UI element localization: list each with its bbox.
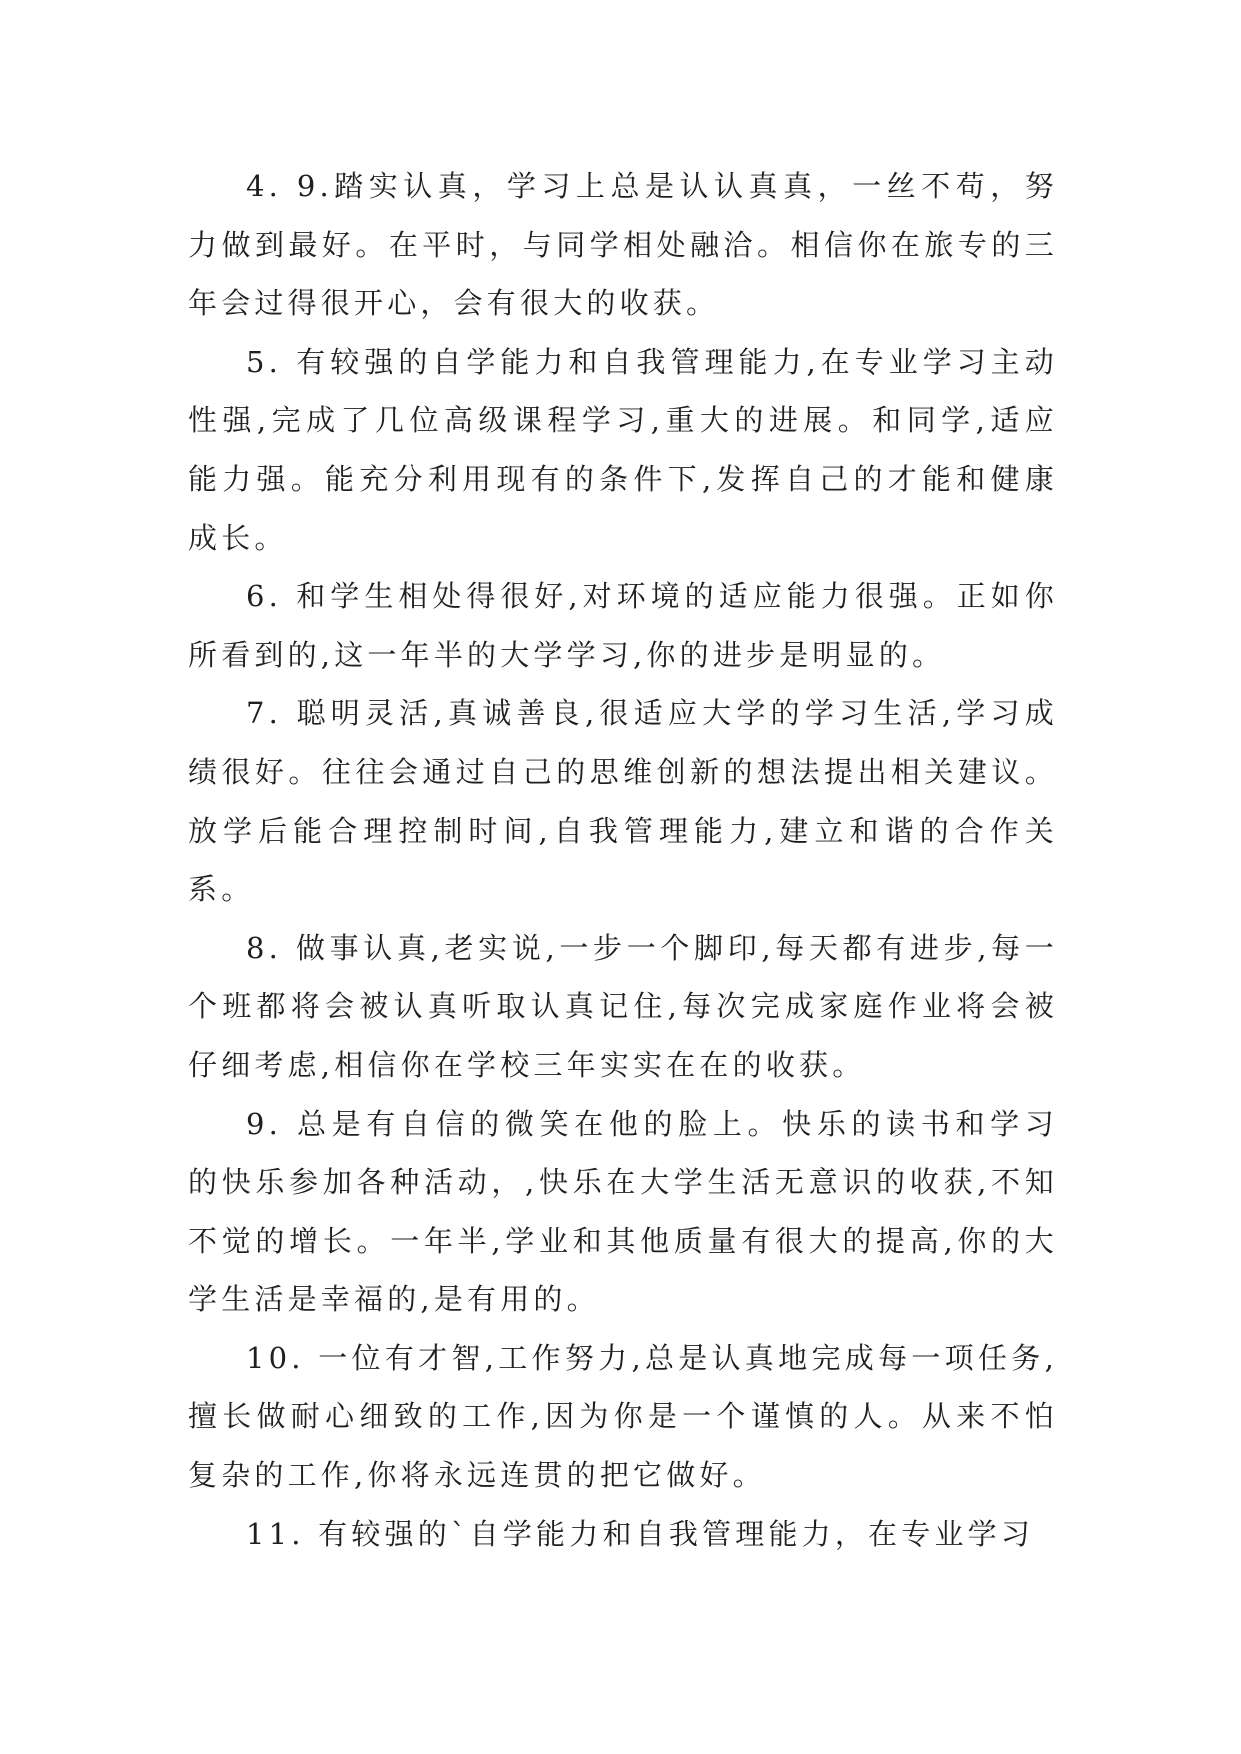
paragraph-8: 8. 做事认真,老实说,一步一个脚印,每天都有进步,每一个班都将会被认真听取认真记住,每次完成家庭作业将会被仔细考虑,相信你在学校三年实实在在的收获。 [188, 930, 1058, 1082]
paragraph-6: 6. 和学生相处得很好,对环境的适应能力很强。正如你所看到的,这一年半的大学学习,你的进步是明显的。 [188, 579, 1058, 672]
paragraph-7: 7. 聪明灵活,真诚善良,很适应大学的学习生活,学习成绩很好。往往会通过自己的思维创新的想法提出相关建议。放学后能合理控制时间,自我管理能力,建立和谐的合作关系。 [188, 696, 1058, 907]
paragraph-4: 4. 9.踏实认真，学习上总是认认真真，一丝不苟，努力做到最好。在平时，与同学相处融洽。相信你在旅专的三年会过得很开心，会有很大的收获。 [188, 169, 1058, 321]
document-body [188, 157, 1058, 1563]
paragraph-11: 11. 有较强的`自学能力和自我管理能力，在专业学习 [246, 1516, 1035, 1551]
paragraph-10: 10. 一位有才智,工作努力,总是认真地完成每一项任务,擅长做耐心细致的工作,因为你是一个谨慎的人。从来不怕复杂的工作,你将永远连贯的把它做好。 [188, 1340, 1058, 1493]
paragraph-9: 9. 总是有自信的微笑在他的脸上。快乐的读书和学习的快乐参加各种活动，,快乐在大学生活无意识的收获,不知不觉的增长。一年半,学业和其他质量有很大的提高,你的大学生活是幸福的,是有用的。 [188, 1106, 1058, 1317]
paragraph-5: 5. 有较强的自学能力和自我管理能力,在专业学习主动性强,完成了几位高级课程学习,重大的进展。和同学,适应能力强。能充分利用现有的条件下,发挥自己的才能和健康成长。 [188, 344, 1058, 555]
